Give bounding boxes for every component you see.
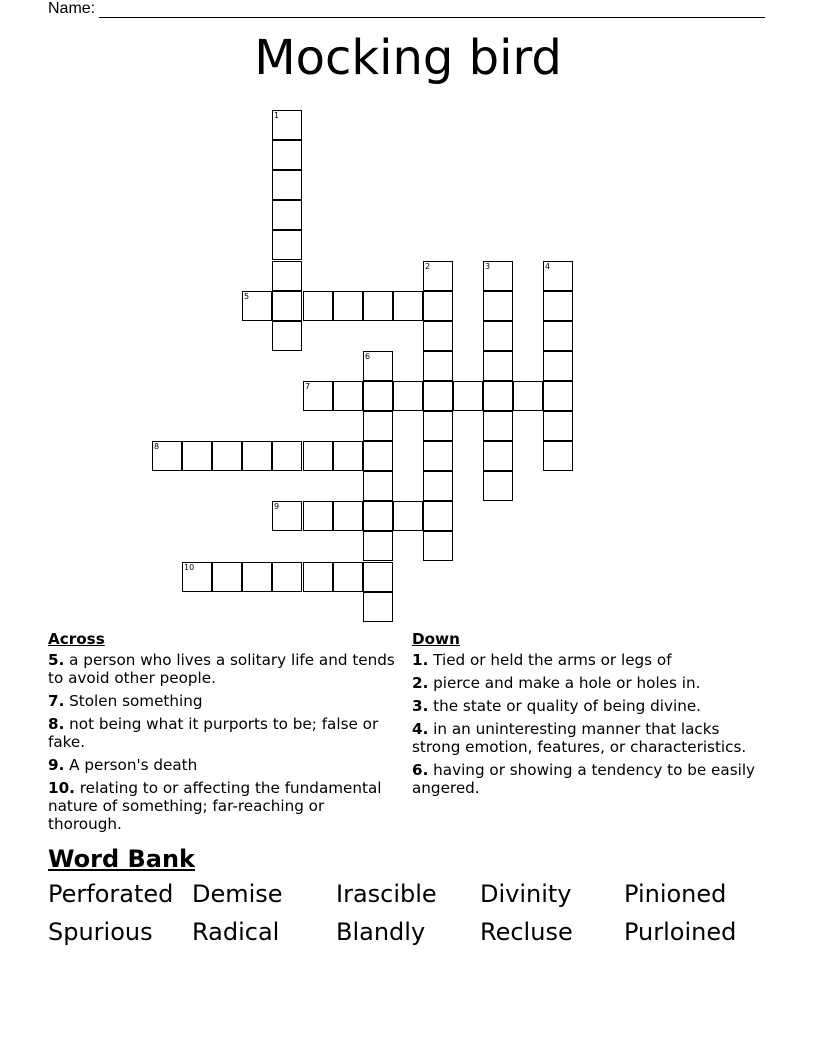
clue-number: 10.: [48, 779, 75, 797]
word-bank-item: Spurious: [48, 918, 153, 946]
clue-down-6: [412, 761, 762, 797]
grid-cell[interactable]: [303, 441, 333, 471]
clue-number: 6.: [412, 761, 429, 779]
clue-number-label: 1: [274, 111, 280, 120]
clue-text: A person's death: [69, 756, 198, 774]
grid-cell[interactable]: [483, 321, 513, 351]
grid-cell[interactable]: [212, 562, 242, 592]
grid-cell[interactable]: [423, 321, 453, 351]
clue-across-10: [48, 779, 398, 833]
grid-cell[interactable]: [363, 411, 393, 441]
clue-text: the state or quality of being divine.: [433, 697, 701, 715]
clue-number: 4.: [412, 720, 429, 738]
clue-text: relating to or affecting the fundamental nature of something; far-reaching or thorough.: [48, 779, 382, 833]
grid-cell[interactable]: [423, 261, 453, 291]
clue-text: pierce and make a hole or holes in.: [433, 674, 701, 692]
grid-cell[interactable]: [303, 501, 333, 531]
grid-cell[interactable]: [423, 441, 453, 471]
clue-number: 2.: [412, 674, 429, 692]
grid-cell[interactable]: [333, 291, 363, 321]
clue-text: in an uninteresting manner that lacks strong emotion, features, or characteristics.: [412, 720, 747, 756]
grid-cell[interactable]: [272, 140, 302, 170]
grid-cell[interactable]: [423, 411, 453, 441]
grid-cell[interactable]: [363, 381, 393, 411]
across-heading: Across: [48, 630, 105, 648]
grid-cell[interactable]: [363, 471, 393, 501]
grid-cell[interactable]: [363, 562, 393, 592]
grid-cell[interactable]: [272, 110, 302, 140]
grid-cell[interactable]: [363, 291, 393, 321]
grid-cell[interactable]: [272, 170, 302, 200]
clue-text: a person who lives a solitary life and tends to avoid other people.: [48, 651, 395, 687]
clue-text: Tied or held the arms or legs of: [433, 651, 672, 669]
grid-cell[interactable]: [363, 501, 393, 531]
clue-number-label: 4: [545, 262, 551, 271]
grid-cell[interactable]: [483, 411, 513, 441]
down-clues: [412, 630, 762, 802]
across-clues: [48, 630, 398, 838]
grid-cell[interactable]: [483, 441, 513, 471]
clue-number: 7.: [48, 692, 65, 710]
grid-cell[interactable]: [543, 411, 573, 441]
grid-cell[interactable]: [212, 441, 242, 471]
word-bank-item: Recluse: [480, 918, 573, 946]
grid-cell[interactable]: [543, 441, 573, 471]
grid-cell[interactable]: [363, 592, 393, 622]
grid-cell[interactable]: [242, 562, 272, 592]
grid-cell[interactable]: [363, 531, 393, 561]
clue-across-8: [48, 715, 398, 751]
grid-cell[interactable]: [543, 291, 573, 321]
word-bank-title: Word Bank: [48, 845, 196, 873]
grid-cell[interactable]: [303, 381, 333, 411]
clue-number-label: 8: [154, 442, 160, 451]
grid-cell[interactable]: [272, 441, 302, 471]
grid-cell[interactable]: [333, 562, 363, 592]
clue-number-label: 5: [244, 292, 250, 301]
grid-cell[interactable]: [393, 501, 423, 531]
grid-cell[interactable]: [423, 291, 453, 321]
word-bank: [48, 880, 768, 946]
grid-cell[interactable]: [303, 291, 333, 321]
grid-cell[interactable]: [272, 501, 302, 531]
grid-cell[interactable]: [333, 381, 363, 411]
clue-down-2: [412, 674, 762, 692]
grid-cell[interactable]: [272, 562, 302, 592]
word-bank-item: Purloined: [624, 918, 737, 946]
clue-text: Stolen something: [69, 692, 203, 710]
grid-cell[interactable]: [543, 351, 573, 381]
clue-text: not being what it purports to be; false or fake.: [48, 715, 379, 751]
grid-cell[interactable]: [272, 261, 302, 291]
clue-down-1: [412, 651, 762, 669]
grid-cell[interactable]: [483, 261, 513, 291]
clue-number: 1.: [412, 651, 429, 669]
clue-number-label: 6: [365, 352, 371, 361]
clue-number-label: 3: [485, 262, 491, 271]
clue-down-3: [412, 697, 762, 715]
clue-number: 8.: [48, 715, 65, 733]
grid-cell[interactable]: [453, 381, 483, 411]
grid-cell[interactable]: [272, 200, 302, 230]
grid-cell[interactable]: [363, 441, 393, 471]
clue-number-label: 9: [274, 502, 280, 511]
grid-cell[interactable]: [152, 441, 182, 471]
clue-across-7: [48, 692, 398, 710]
clue-number-label: 7: [305, 382, 311, 391]
grid-cell[interactable]: [182, 562, 212, 592]
word-bank-item: Divinity: [480, 880, 572, 908]
page-title: Mocking bird: [254, 30, 562, 86]
grid-cell[interactable]: [483, 291, 513, 321]
grid-cell[interactable]: [483, 351, 513, 381]
grid-cell[interactable]: [393, 381, 423, 411]
clue-number: 3.: [412, 697, 429, 715]
grid-cell[interactable]: [363, 351, 393, 381]
clue-across-5: [48, 651, 398, 687]
word-bank-item: Irascible: [336, 880, 437, 908]
clue-number: 5.: [48, 651, 65, 669]
grid-cell[interactable]: [423, 381, 453, 411]
grid-cell[interactable]: [483, 381, 513, 411]
grid-cell[interactable]: [182, 441, 212, 471]
word-bank-item: Perforated: [48, 880, 174, 908]
word-bank-item: Demise: [192, 880, 283, 908]
clue-down-4: [412, 720, 762, 756]
grid-cell[interactable]: [423, 471, 453, 501]
grid-cell[interactable]: [423, 531, 453, 561]
word-bank-item: Pinioned: [624, 880, 727, 908]
word-bank-item: Blandly: [336, 918, 426, 946]
clue-across-9: [48, 756, 398, 774]
grid-cell[interactable]: [543, 261, 573, 291]
down-heading: Down: [412, 630, 460, 648]
grid-cell[interactable]: [272, 291, 302, 321]
grid-cell[interactable]: [483, 471, 513, 501]
grid-cell[interactable]: [272, 321, 302, 351]
grid-cell[interactable]: [242, 441, 272, 471]
grid-cell[interactable]: [423, 351, 453, 381]
word-bank-item: Radical: [192, 918, 280, 946]
grid-cell[interactable]: [272, 230, 302, 260]
grid-cell[interactable]: [393, 291, 423, 321]
clue-number-label: 2: [425, 262, 431, 271]
grid-cell[interactable]: [242, 291, 272, 321]
clue-number-label: 10: [184, 563, 195, 572]
grid-cell[interactable]: [333, 501, 363, 531]
grid-cell[interactable]: [543, 381, 573, 411]
grid-cell[interactable]: [543, 321, 573, 351]
grid-cell[interactable]: [333, 441, 363, 471]
grid-cell[interactable]: [303, 562, 333, 592]
name-label: Name:: [48, 0, 96, 17]
clue-text: having or showing a tendency to be easily angered.: [412, 761, 756, 797]
grid-cell[interactable]: [423, 501, 453, 531]
grid-cell[interactable]: [513, 381, 543, 411]
clue-number: 9.: [48, 756, 65, 774]
